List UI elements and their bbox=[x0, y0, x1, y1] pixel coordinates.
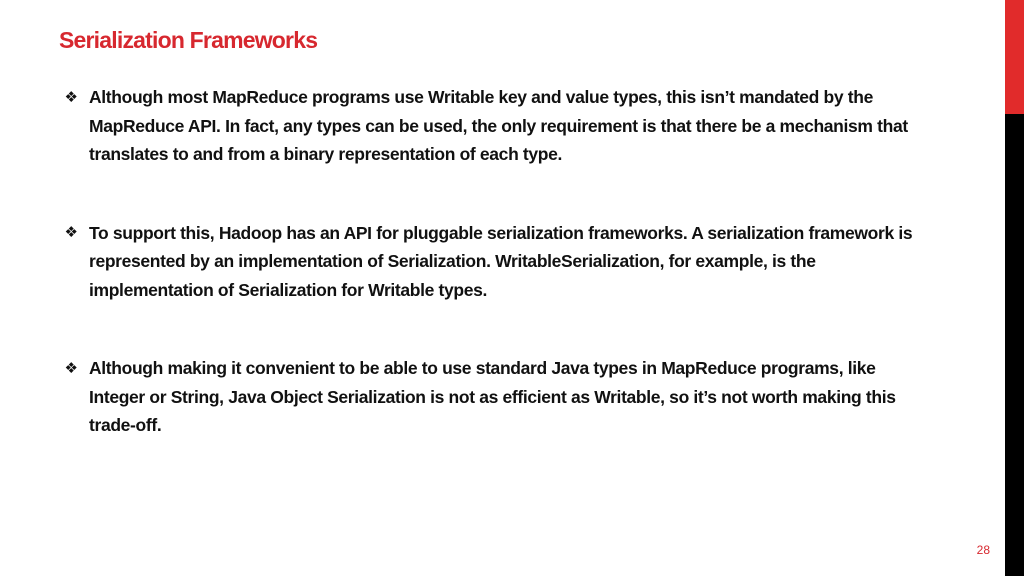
four-diamond-bullet-icon: ❖ bbox=[64, 359, 78, 377]
bullet-item bbox=[62, 354, 922, 440]
bullet-item bbox=[62, 219, 922, 305]
bullet-text: Although most MapReduce programs use Writable key and value types, this isn’t mandated by the MapReduce API. In fact, any types can be used, the only requirement is that there be a mechanism that translates to and from a binary representation of each type. bbox=[89, 87, 908, 164]
bullet-list bbox=[62, 83, 922, 440]
four-diamond-bullet-icon: ❖ bbox=[64, 88, 78, 106]
bullet-text: Although making it convenient to be able to use standard Java types in MapReduce programs, like Integer or String, Java Object Serialization is not as efficient as Writable, so it’s not worth making this trade-off. bbox=[89, 358, 896, 435]
four-diamond-bullet-icon: ❖ bbox=[64, 224, 78, 242]
bullet-text: To support this, Hadoop has an API for pluggable serialization frameworks. A serialization framework is represented by an implementation of Serialization. WritableSerialization, for example, is the implementation of Serialization for Writable types. bbox=[89, 222, 913, 300]
side-bar-accent bbox=[1005, 0, 1024, 114]
slide-title: Serialization Frameworks bbox=[59, 27, 318, 53]
page-number: 28 bbox=[976, 543, 990, 557]
bullet-item bbox=[62, 83, 922, 169]
side-bar bbox=[1005, 0, 1024, 576]
